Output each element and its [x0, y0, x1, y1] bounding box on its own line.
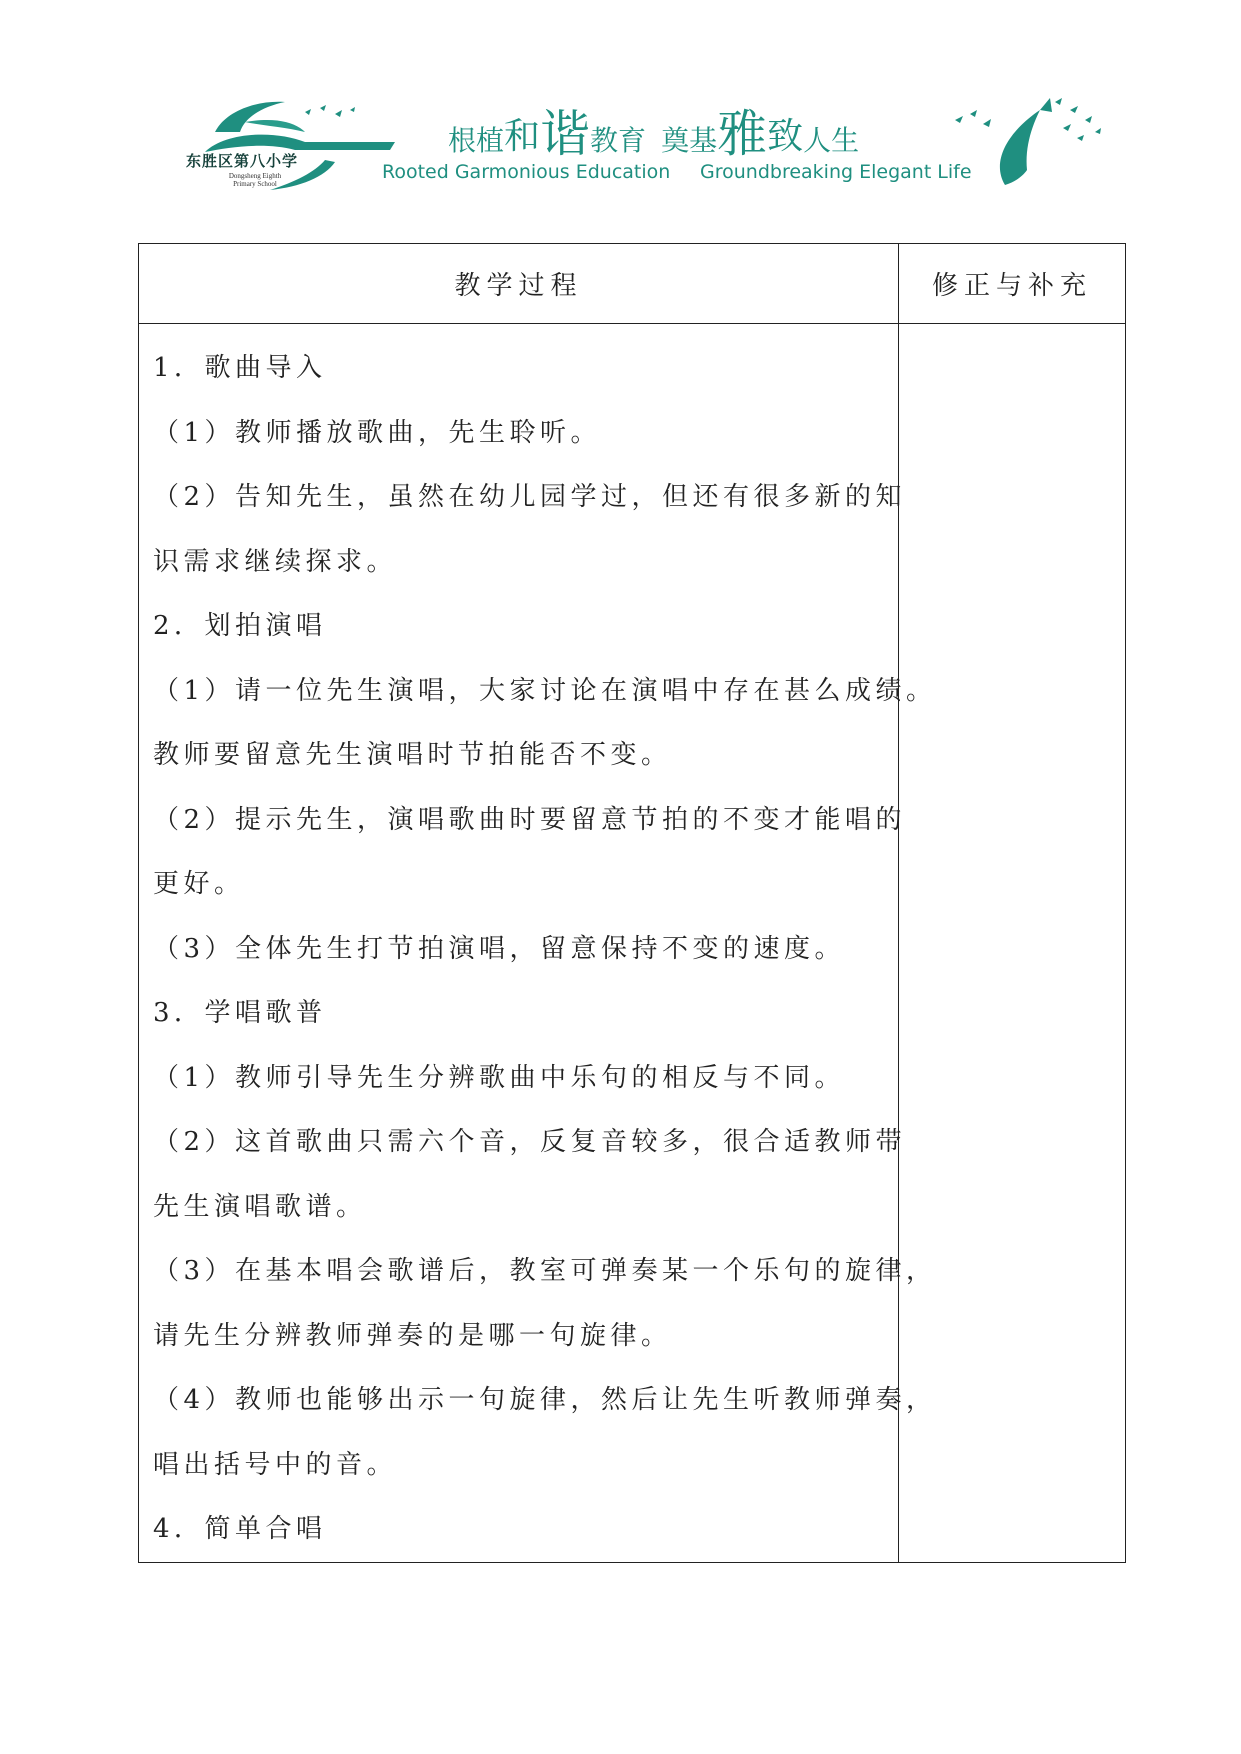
- text-line: 4．简单合唱: [153, 1514, 327, 1544]
- school-name-en: [205, 172, 305, 188]
- slogan-part: 根植: [448, 124, 505, 157]
- revision-cell: [899, 324, 1126, 1563]
- slogan-part: 致: [767, 116, 804, 157]
- table-body-row: [139, 324, 1126, 1563]
- slogan-en-left: Rooted Garmonious Education: [382, 161, 671, 183]
- text-line: （2）告知先生，虽然在幼儿园学过，但还有很多新的知: [153, 482, 907, 512]
- text-line: 3．学唱歌普: [153, 998, 327, 1028]
- text-line: 唱出括号中的音。: [153, 1449, 398, 1480]
- text-line: （1）教师引导先生分辨歌曲中乐句的相反与不同。: [153, 1062, 846, 1093]
- text-line: （2）提示先生，演唱歌曲时要留意节拍的不变才能唱的: [153, 804, 907, 835]
- slogan-part: 和: [504, 116, 541, 157]
- text-line: 请先生分辨教师弹奏的是哪一句旋律。: [153, 1320, 672, 1351]
- school-name-en-line1: Dongsheng Eighth: [228, 172, 282, 180]
- lesson-table: [138, 243, 1126, 1563]
- table-header-row: [139, 244, 1126, 324]
- header-teaching-process: 教学过程: [139, 244, 899, 324]
- school-name-cn: 东胜区第八小学: [186, 152, 299, 170]
- slogan-part: 谐: [540, 105, 591, 163]
- slogan-part: 奠基: [661, 124, 718, 157]
- slogan-cn: [448, 105, 948, 163]
- slogan-part: 人生: [803, 124, 860, 157]
- text-line: （1）请一位先生演唱，大家讨论在演唱中存在甚么成绩。: [153, 675, 937, 706]
- text-line: 更好。: [153, 869, 245, 899]
- text-line: 教师要留意先生演唱时节拍能否不变。: [153, 740, 672, 770]
- header-revision: 修正与补充: [899, 244, 1126, 324]
- birds-decoration-icon: [945, 90, 1115, 195]
- slogan-en-right: Groundbreaking Elegant Life: [700, 161, 972, 183]
- text-line: 先生演唱歌谱。: [153, 1191, 367, 1222]
- text-line: （3）全体先生打节拍演唱，留意保持不变的速度。: [153, 933, 846, 964]
- text-line: 识需求继续探求。: [153, 546, 398, 577]
- text-line: 1．歌曲导入: [153, 353, 327, 383]
- school-name-en-line2: Primary School: [233, 180, 277, 188]
- header-banner: [0, 0, 1241, 230]
- text-line: 2．划拍演唱: [153, 611, 327, 641]
- slogan-part: 雅: [717, 105, 768, 163]
- text-line: （3）在基本唱会歌谱后，教室可弹奏某一个乐句的旋律，: [153, 1256, 937, 1286]
- text-line: （1）教师播放歌曲，先生聆听。: [153, 417, 602, 448]
- text-line: （4）教师也能够出示一句旋律，然后让先生听教师弹奏，: [153, 1385, 937, 1415]
- slogan-part: 教育: [590, 124, 647, 157]
- teaching-process-cell: [139, 324, 937, 1563]
- text-line: （2）这首歌曲只需六个音，反复音较多，很合适教师带: [153, 1127, 907, 1157]
